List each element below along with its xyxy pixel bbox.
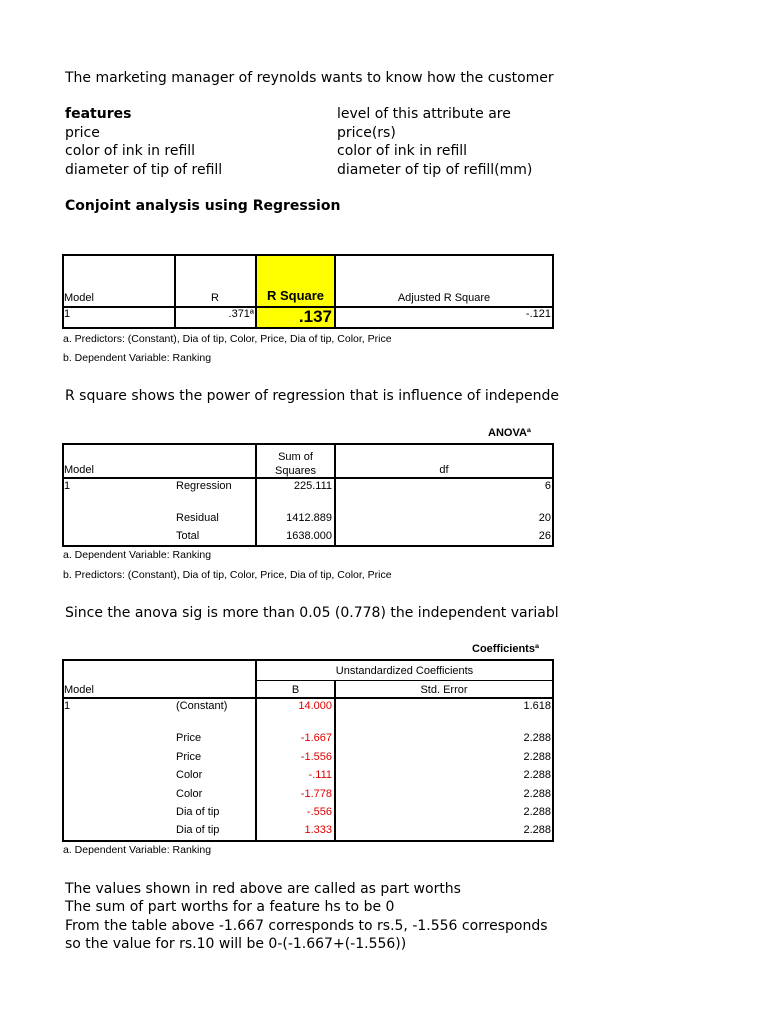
coef-row-b: -.111 <box>308 769 332 781</box>
row-adj-r-square: -.121 <box>525 308 551 320</box>
coef-row-se: 2.288 <box>523 788 551 800</box>
anova-note: a. Dependent Variable: Ranking <box>63 549 212 561</box>
coef-row-b: -.556 <box>306 806 332 818</box>
coefficients-title: Coefficientsª <box>472 643 540 655</box>
closing-line: The values shown in red above are called as part worths <box>65 881 461 897</box>
closing-line: so the value for rs.10 will be 0-(-1.667+(-1.556)) <box>65 936 407 952</box>
features-header: features <box>65 106 132 122</box>
coef-row-b: 1.333 <box>304 824 332 836</box>
feature-item: diameter of tip of refill <box>65 162 223 178</box>
level-item: price(rs) <box>337 125 396 141</box>
coef-row-b: 14.000 <box>298 700 332 712</box>
col-r-square: R Square <box>266 288 325 303</box>
anova-row-label: Residual <box>176 512 219 524</box>
coef-row-label: Color <box>176 788 203 800</box>
closing-line: The sum of part worths for a feature hs to be 0 <box>65 899 395 915</box>
col-adj-r-square: Adjusted R Square <box>397 292 491 304</box>
coef-group-header: Unstandardized Coefficients <box>335 665 474 677</box>
section-title: Conjoint analysis using Regression <box>65 198 341 214</box>
coef-row-b: -1.667 <box>300 732 332 744</box>
col-model: Model <box>64 292 94 304</box>
coef-row-b: -1.556 <box>300 751 332 763</box>
coef-row-b: -1.778 <box>300 788 332 800</box>
anova-row-label: Total <box>176 530 200 542</box>
anova-col-model: Model <box>64 464 94 476</box>
anova-model-number: 1 <box>64 480 71 492</box>
anova-row-df: 6 <box>544 480 551 492</box>
level-item: diameter of tip of refill(mm) <box>337 162 533 178</box>
anova-row-ss: 225.111 <box>293 480 332 492</box>
model-note: b. Dependent Variable: Ranking <box>63 352 212 364</box>
anova-row-ss: 1412.889 <box>286 512 332 524</box>
coef-note: a. Dependent Variable: Ranking <box>63 844 212 856</box>
coef-col-model: Model <box>64 684 94 696</box>
coef-model-number: 1 <box>64 700 71 712</box>
row-model: 1 <box>64 308 71 320</box>
anova-row-df: 26 <box>538 530 551 542</box>
col-r: R <box>211 292 219 304</box>
row-r-square: .137 <box>298 307 332 326</box>
feature-item: color of ink in refill <box>65 143 196 159</box>
coef-row-label: Dia of tip <box>176 806 220 818</box>
coef-row-label: Price <box>176 732 202 744</box>
coef-row-se: 2.288 <box>523 806 551 818</box>
anova-comment: Since the anova sig is more than 0.05 (0.778) the independent variabl <box>65 605 559 621</box>
r-square-comment: R square shows the power of regression that is influence of independe <box>65 388 560 404</box>
row-r: .371ª <box>228 308 254 320</box>
anova-col-ss: Sum of Squares <box>275 451 316 477</box>
closing-line: From the table above -1.667 corresponds to rs.5, -1.556 corresponds <box>65 918 548 934</box>
anova-title: ANOVAª <box>488 427 531 439</box>
anova-row-df: 20 <box>538 512 551 524</box>
model-note: a. Predictors: (Constant), Dia of tip, Color, Price, Dia of tip, Color, Price <box>63 333 392 345</box>
levels-header: level of this attribute are <box>337 106 511 122</box>
coef-row-se: 2.288 <box>523 751 551 763</box>
anova-note: b. Predictors: (Constant), Dia of tip, Color, Price, Dia of tip, Color, Price <box>63 569 392 581</box>
coef-row-label: Dia of tip <box>176 824 220 836</box>
coef-row-se: 2.288 <box>523 769 551 781</box>
anova-row-ss: 1638.000 <box>286 530 332 542</box>
coef-row-label: Price <box>176 751 202 763</box>
coef-col-b: B <box>291 684 300 696</box>
feature-item: price <box>65 125 100 141</box>
coef-col-se: Std. Error <box>420 684 468 696</box>
coef-row-label: (Constant) <box>176 700 228 712</box>
anova-row-label: Regression <box>176 480 232 492</box>
coef-row-se: 2.288 <box>523 732 551 744</box>
anova-col-df: df <box>439 464 449 476</box>
level-item: color of ink in refill <box>337 143 468 159</box>
coef-row-label: Color <box>176 769 203 781</box>
intro-text: The marketing manager of reynolds wants to know how the customer <box>65 70 554 86</box>
coef-row-se: 1.618 <box>523 700 551 712</box>
coef-row-se: 2.288 <box>523 824 551 836</box>
